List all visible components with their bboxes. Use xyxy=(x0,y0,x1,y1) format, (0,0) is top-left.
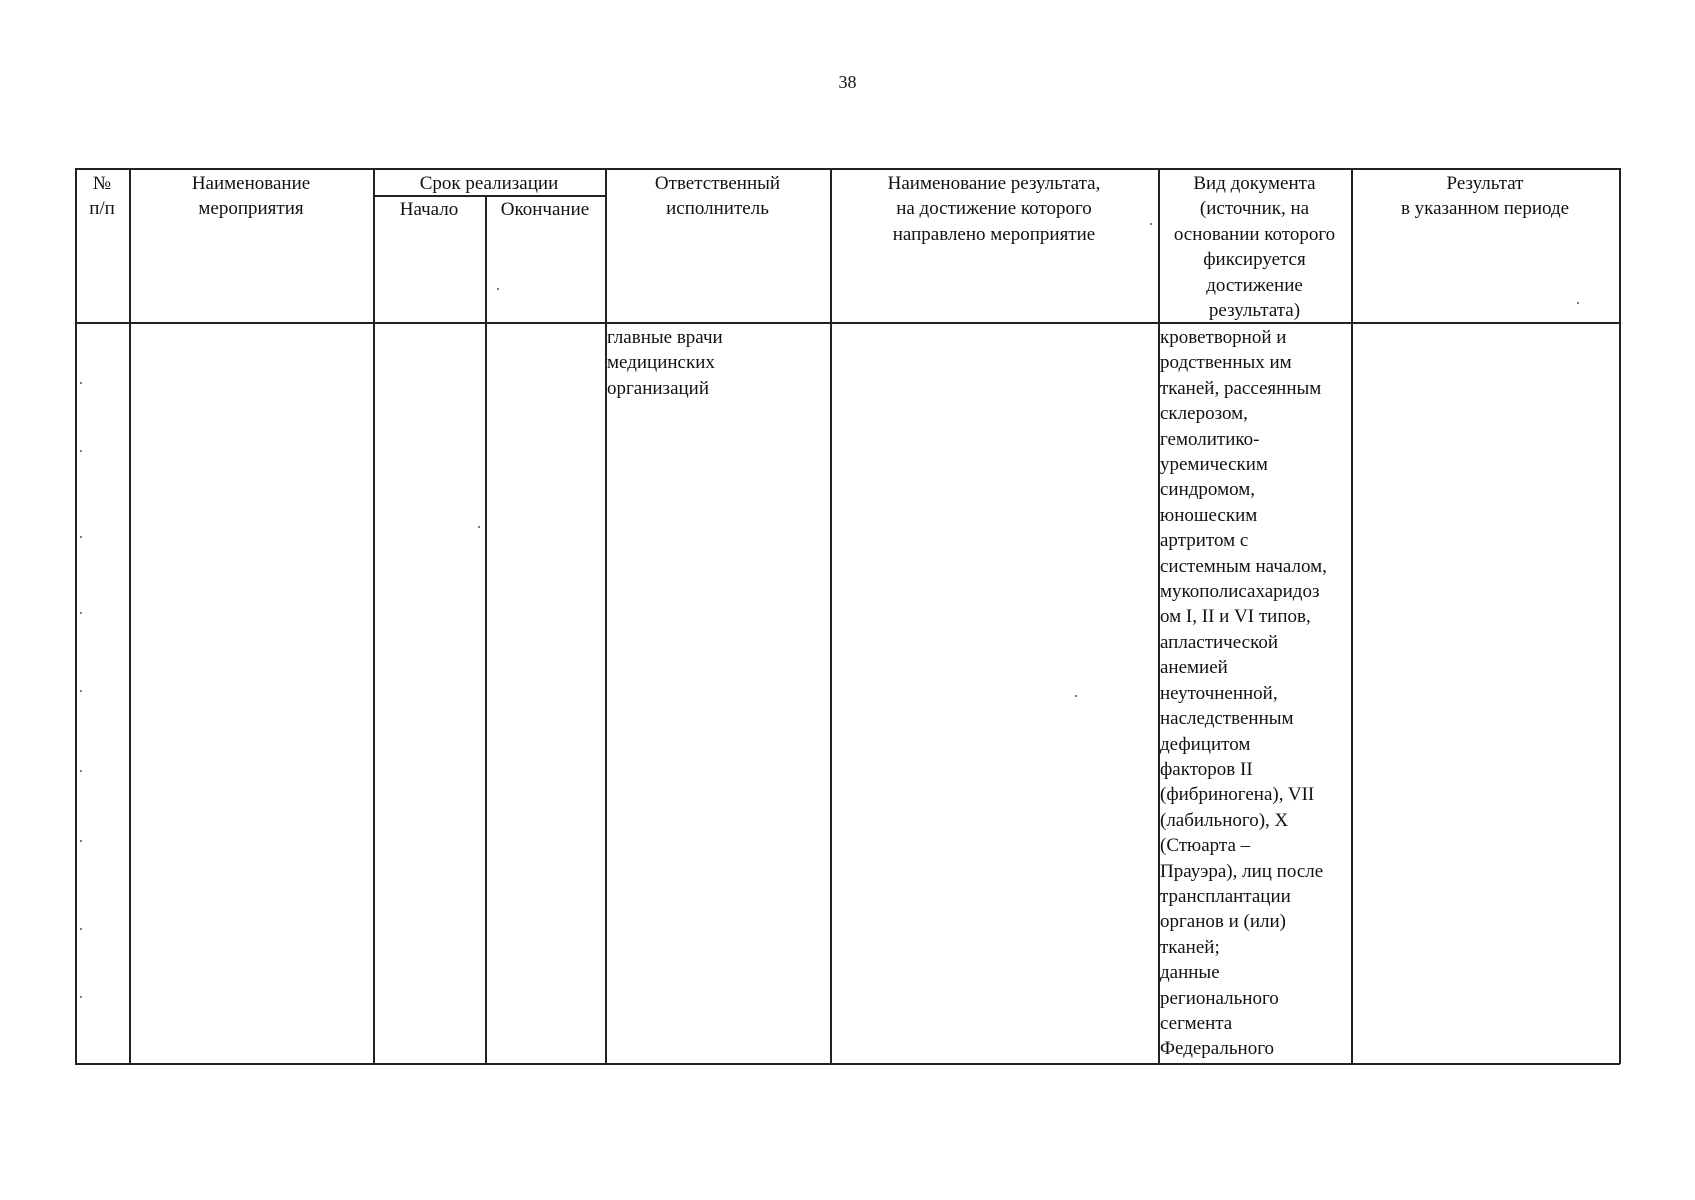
column-divider xyxy=(1351,168,1353,1064)
scan-speck xyxy=(80,382,82,384)
header-result: Результат в указанном периоде xyxy=(1400,173,1570,220)
table-left-border xyxy=(75,168,77,1064)
row-responsible: главные врачи медицинских организаций xyxy=(607,327,723,399)
header-num: № п/п xyxy=(89,173,115,220)
scan-speck xyxy=(80,536,82,538)
header-bottom-border xyxy=(75,322,1620,324)
scan-speck xyxy=(497,288,499,290)
column-divider xyxy=(129,168,131,1064)
row-document-type: кроветворной и родственных им тканей, рассеянным склерозом, гемолитико- уремическим синдромом, юношеским артритом с системным началом, мукополисахаридоз ом I, II и VI типов, апластической анемией неуточненной, наследственным дефицитом факторов II (фибриногена), VII (лабильного), X (Стюарта – Прауэра), лиц после трансплантации органов и (или) тканей; данные регионального сегмента Федерального xyxy=(1160,327,1327,1060)
column-divider xyxy=(605,168,607,1064)
column-divider xyxy=(830,168,832,1064)
header-start: Начало xyxy=(399,199,459,220)
measures-table xyxy=(75,168,1620,1064)
header-responsible: Ответственный исполнитель xyxy=(654,173,781,220)
header-document-type: Вид документа (источник, на основании которого фиксируется достижение результата) xyxy=(1173,173,1336,322)
table-right-border xyxy=(1619,168,1621,1064)
header-end: Окончание xyxy=(500,199,590,220)
scan-speck xyxy=(80,450,82,452)
header-event-name: Наименование мероприятия xyxy=(191,173,311,220)
scan-speck xyxy=(80,690,82,692)
scan-speck xyxy=(478,526,480,528)
scan-speck xyxy=(80,928,82,930)
scan-speck xyxy=(80,612,82,614)
scan-speck xyxy=(1577,302,1579,304)
page-number: 38 xyxy=(838,72,857,92)
column-divider xyxy=(373,168,375,1064)
table-top-border xyxy=(75,168,1620,170)
scan-speck xyxy=(1075,695,1077,697)
scan-speck xyxy=(80,840,82,842)
scan-speck xyxy=(80,996,82,998)
column-divider xyxy=(485,195,487,1064)
scan-speck xyxy=(80,770,82,772)
header-result-name: Наименование результата, на достижение которого направлено мероприятие xyxy=(887,173,1101,245)
table-bottom-border xyxy=(75,1063,1620,1065)
scan-speck xyxy=(1150,223,1152,225)
header-period: Срок реализации xyxy=(419,173,559,194)
